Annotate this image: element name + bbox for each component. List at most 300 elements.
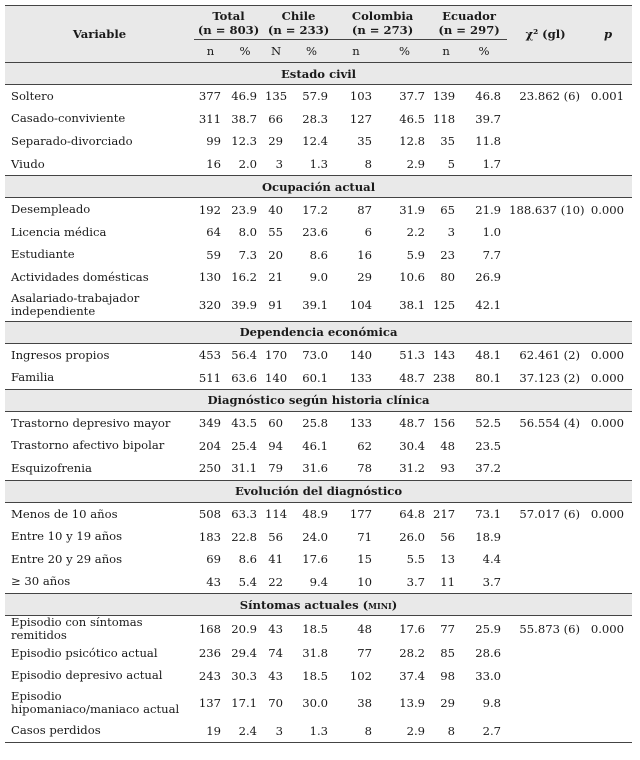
count-cell: 40 xyxy=(268,202,284,217)
table-row xyxy=(5,85,632,108)
count-cell: 320 xyxy=(198,297,221,312)
row-label: Trastorno depresivo mayor xyxy=(11,415,171,430)
count-cell: 78 xyxy=(357,461,373,476)
count-cell: 43 xyxy=(206,574,221,589)
percent-cell: 28.6 xyxy=(475,646,502,661)
percent-cell: 63.3 xyxy=(231,507,258,522)
percent-cell: 28.3 xyxy=(302,111,329,126)
row-label: Ingresos propios xyxy=(11,347,110,362)
count-cell: 204 xyxy=(198,438,221,453)
percent-cell: 60.1 xyxy=(302,370,329,385)
percent-cell: 8.0 xyxy=(238,225,258,240)
percent-cell: 25.4 xyxy=(231,438,258,453)
percent-cell: 42.1 xyxy=(475,297,502,312)
percent-cell: 26.0 xyxy=(399,529,426,544)
count-cell: 94 xyxy=(268,438,284,453)
count-cell: 11 xyxy=(440,574,456,589)
p-value-cell: 0.000 xyxy=(590,348,625,363)
percent-cell: 13.9 xyxy=(399,696,426,711)
row-label: Estudiante xyxy=(11,247,75,262)
table-row xyxy=(5,411,632,434)
percent-cell: 30.0 xyxy=(302,696,329,711)
subheader-percent: % xyxy=(289,40,334,63)
table-row xyxy=(5,130,632,153)
percent-cell: 17.1 xyxy=(231,696,258,711)
section-title-text: Síntomas actuales xyxy=(239,597,359,612)
chi-square-cell xyxy=(507,221,584,244)
count-cell: 29 xyxy=(440,696,456,711)
section-title xyxy=(5,480,632,502)
p-value-cell: 0.001 xyxy=(590,89,625,104)
percent-cell: 30.3 xyxy=(231,668,258,683)
percent-cell: 5.9 xyxy=(406,247,426,262)
percent-cell: 12.3 xyxy=(231,134,258,149)
percent-cell: 17.6 xyxy=(399,622,426,637)
count-cell: 80 xyxy=(440,270,456,285)
percent-cell: 25.8 xyxy=(302,416,329,431)
count-cell: 125 xyxy=(433,297,456,312)
percent-cell: 18.5 xyxy=(302,622,329,637)
table-row xyxy=(5,571,632,594)
chi-square-cell xyxy=(507,525,584,548)
subheader-n: n xyxy=(431,40,461,63)
p-value-cell xyxy=(584,525,632,548)
count-cell: 511 xyxy=(198,370,221,385)
percent-cell: 31.8 xyxy=(302,646,329,661)
table-body xyxy=(5,63,632,743)
count-cell: 85 xyxy=(440,646,456,661)
count-cell: 135 xyxy=(265,89,288,104)
percent-cell: 2.2 xyxy=(406,225,426,240)
count-cell: 8 xyxy=(364,157,373,172)
table-row xyxy=(5,221,632,244)
count-cell: 13 xyxy=(440,552,456,567)
header-group-ecuador xyxy=(431,6,507,40)
section-header-row xyxy=(5,480,632,502)
percent-cell: 7.3 xyxy=(238,247,258,262)
count-cell: 87 xyxy=(357,202,373,217)
chi-square-cell: 37.123 (2) xyxy=(519,370,581,385)
p-value-cell xyxy=(584,687,632,719)
count-cell: 48 xyxy=(357,622,373,637)
percent-cell: 10.6 xyxy=(399,270,426,285)
count-cell: 8 xyxy=(431,719,461,742)
group-n: (n = 233) xyxy=(267,22,330,37)
subheader-percent: % xyxy=(378,40,431,63)
subheader-n: N xyxy=(263,40,289,63)
count-cell: 250 xyxy=(198,461,221,476)
percent-cell: 12.4 xyxy=(302,134,329,149)
percent-cell: 23.6 xyxy=(302,225,329,240)
count-cell: 508 xyxy=(198,507,221,522)
row-label: Episodio psicótico actual xyxy=(11,645,158,660)
count-cell: 130 xyxy=(198,270,221,285)
percent-cell: 64.8 xyxy=(399,507,426,522)
section-header-row xyxy=(5,63,632,85)
percent-cell: 39.7 xyxy=(475,111,502,126)
p-value-cell xyxy=(584,221,632,244)
count-cell: 114 xyxy=(265,507,288,522)
header-group-colombia xyxy=(334,6,431,40)
percent-cell: 3.7 xyxy=(406,574,426,589)
percent-cell: 5.5 xyxy=(406,552,426,567)
percent-cell: 37.2 xyxy=(475,461,502,476)
percent-cell: 2.7 xyxy=(461,719,507,742)
percent-cell: 9.0 xyxy=(309,270,329,285)
subheader-percent: % xyxy=(461,40,507,63)
percent-cell: 80.1 xyxy=(475,370,502,385)
section-header-row xyxy=(5,389,632,411)
percent-cell: 37.4 xyxy=(399,668,426,683)
percent-cell: 9.4 xyxy=(309,574,329,589)
p-value-cell: 0.000 xyxy=(590,416,625,431)
p-value-cell xyxy=(584,244,632,267)
percent-cell: 1.3 xyxy=(309,157,329,172)
percent-cell: 2.0 xyxy=(238,157,258,172)
count-cell: 349 xyxy=(198,416,221,431)
count-cell: 35 xyxy=(440,134,456,149)
count-cell: 3 xyxy=(275,157,284,172)
count-cell: 133 xyxy=(349,370,373,385)
p-value-cell xyxy=(584,548,632,571)
row-label: Asalariado-trabajador independiente xyxy=(11,290,140,318)
percent-cell: 46.5 xyxy=(399,111,426,126)
chi-square-cell xyxy=(507,244,584,267)
row-label: Casado-conviviente xyxy=(11,111,126,126)
p-value-cell xyxy=(584,571,632,594)
row-label: Entre 20 y 29 años xyxy=(11,551,123,566)
p-value-cell xyxy=(584,130,632,153)
section-header-row xyxy=(5,321,632,343)
count-cell: 20 xyxy=(268,247,284,262)
percent-cell: 43.5 xyxy=(231,416,258,431)
percent-cell: 8.6 xyxy=(309,247,329,262)
chi-square-cell xyxy=(507,153,584,176)
section-title xyxy=(5,63,632,85)
count-cell: 140 xyxy=(265,370,288,385)
percent-cell: 29.4 xyxy=(231,646,258,661)
count-cell: 192 xyxy=(198,202,221,217)
table-row xyxy=(5,525,632,548)
percent-cell: 46.1 xyxy=(302,438,329,453)
row-label: Familia xyxy=(11,370,55,385)
section-title xyxy=(5,389,632,411)
group-n: (n = 297) xyxy=(438,22,500,37)
section-title-suffix: (mini) xyxy=(362,597,398,612)
chi-square-cell xyxy=(507,665,584,688)
chi-square-cell xyxy=(507,289,584,322)
percent-cell: 38.7 xyxy=(231,111,258,126)
percent-cell: 48.7 xyxy=(399,416,426,431)
count-cell: 56 xyxy=(440,529,456,544)
table-row xyxy=(5,153,632,176)
count-cell: 93 xyxy=(440,461,456,476)
chi-square-cell: 56.554 (4) xyxy=(519,416,581,431)
chi-square-cell xyxy=(507,719,584,742)
count-cell: 103 xyxy=(349,89,373,104)
table-row xyxy=(5,642,632,665)
percent-cell: 48.7 xyxy=(399,370,426,385)
count-cell: 15 xyxy=(357,552,373,567)
count-cell: 91 xyxy=(268,297,284,312)
percent-cell: 48.9 xyxy=(302,507,329,522)
count-cell: 77 xyxy=(357,646,373,661)
chi-square-cell xyxy=(507,457,584,480)
percent-cell: 2.9 xyxy=(378,719,431,742)
chi-square-cell: 55.873 (6) xyxy=(519,622,581,637)
count-cell: 102 xyxy=(349,668,373,683)
p-value-cell xyxy=(584,719,632,742)
table-row xyxy=(5,366,632,389)
count-cell: 71 xyxy=(357,529,373,544)
percent-cell: 28.2 xyxy=(399,646,426,661)
percent-cell: 33.0 xyxy=(475,668,502,683)
row-label: Episodio con síntomas remitidos xyxy=(11,615,143,643)
subheader-n: n xyxy=(334,40,378,63)
p-value-cell xyxy=(584,153,632,176)
percent-cell: 73.1 xyxy=(475,507,502,522)
percent-cell: 26.9 xyxy=(475,270,502,285)
count-cell: 143 xyxy=(433,348,456,363)
table-row xyxy=(5,502,632,525)
section-title xyxy=(5,176,632,198)
p-value-cell: 0.000 xyxy=(590,202,625,217)
table-row xyxy=(5,244,632,267)
count-cell: 70 xyxy=(268,696,284,711)
group-name: Colombia xyxy=(351,8,414,23)
count-cell: 29 xyxy=(357,270,373,285)
table-row xyxy=(5,616,632,643)
percent-cell: 22.8 xyxy=(231,529,258,544)
chi-square-cell xyxy=(507,548,584,571)
count-cell: 48 xyxy=(440,438,456,453)
section-title xyxy=(5,594,632,616)
count-cell: 98 xyxy=(440,668,456,683)
count-cell: 66 xyxy=(268,111,284,126)
header-group-total xyxy=(194,6,263,40)
count-cell: 170 xyxy=(265,348,288,363)
p-value-cell xyxy=(584,642,632,665)
group-name: Total xyxy=(212,8,245,23)
subheader-n: n xyxy=(194,40,227,63)
count-cell: 127 xyxy=(349,111,373,126)
table-row xyxy=(5,435,632,458)
count-cell: 236 xyxy=(198,646,221,661)
section-header-row xyxy=(5,176,632,198)
header-variable: Variable xyxy=(5,6,194,63)
count-cell: 65 xyxy=(440,202,456,217)
percent-cell: 48.1 xyxy=(475,348,502,363)
count-cell: 56 xyxy=(268,529,284,544)
count-cell: 177 xyxy=(349,507,373,522)
percent-cell: 25.9 xyxy=(475,622,502,637)
count-cell: 311 xyxy=(198,111,221,126)
group-name: Ecuador xyxy=(442,8,496,23)
count-cell: 59 xyxy=(206,247,221,262)
section-title-text: Evolución del diagnóstico xyxy=(234,484,403,499)
percent-cell: 4.4 xyxy=(482,552,502,567)
p-value-cell xyxy=(584,108,632,131)
percent-cell: 46.9 xyxy=(231,89,258,104)
chi-square-cell: 57.017 (6) xyxy=(519,507,581,522)
percent-cell: 17.2 xyxy=(302,202,329,217)
count-cell: 3 xyxy=(263,719,289,742)
table-row xyxy=(5,108,632,131)
count-cell: 41 xyxy=(268,552,284,567)
percent-cell: 39.1 xyxy=(302,297,329,312)
count-cell: 168 xyxy=(198,622,221,637)
row-label: Trastorno afectivo bipolar xyxy=(11,438,165,453)
count-cell: 377 xyxy=(198,89,221,104)
count-cell: 140 xyxy=(349,348,373,363)
count-cell: 118 xyxy=(433,111,456,126)
section-title xyxy=(5,321,632,343)
percent-cell: 12.8 xyxy=(399,134,426,149)
percent-cell: 51.3 xyxy=(399,348,426,363)
row-label: Episodio hipomaniaco/maniaco actual xyxy=(11,689,180,717)
group-n: (n = 803) xyxy=(197,22,260,37)
table-row xyxy=(5,719,632,742)
p-value-cell: 0.000 xyxy=(590,507,625,522)
count-cell: 69 xyxy=(206,552,221,567)
group-n: (n = 273) xyxy=(351,22,414,37)
percent-cell: 52.5 xyxy=(475,416,502,431)
table-row xyxy=(5,198,632,221)
p-value-cell xyxy=(584,457,632,480)
percent-cell: 1.7 xyxy=(482,157,502,172)
count-cell: 35 xyxy=(357,134,373,149)
percent-cell: 9.8 xyxy=(482,696,502,711)
subheader-percent: % xyxy=(227,40,263,63)
header-p-value: p xyxy=(584,6,632,63)
percent-cell: 57.9 xyxy=(302,89,329,104)
row-label: Viudo xyxy=(11,156,45,171)
chi-square-cell: 188.637 (10) xyxy=(509,202,585,217)
percent-cell: 23.9 xyxy=(231,202,258,217)
percent-cell: 2.4 xyxy=(227,719,263,742)
row-label: Casos perdidos xyxy=(5,719,194,742)
percent-cell: 5.4 xyxy=(238,574,258,589)
row-label: Entre 10 y 19 años xyxy=(11,529,123,544)
group-name: Chile xyxy=(281,8,316,23)
count-cell: 183 xyxy=(198,529,221,544)
percent-cell: 23.5 xyxy=(475,438,502,453)
percent-cell: 73.0 xyxy=(302,348,329,363)
count-cell: 64 xyxy=(206,225,221,240)
header-group-chile xyxy=(263,6,334,40)
percent-cell: 17.6 xyxy=(302,552,329,567)
row-label: Episodio depresivo actual xyxy=(11,668,163,683)
percent-cell: 31.2 xyxy=(399,461,426,476)
count-cell: 6 xyxy=(364,225,373,240)
count-cell: 156 xyxy=(433,416,456,431)
row-label: Menos de 10 años xyxy=(11,506,118,521)
section-title-text: Ocupación actual xyxy=(261,179,376,194)
count-cell: 217 xyxy=(433,507,456,522)
row-label: Soltero xyxy=(11,88,54,103)
percent-cell: 31.1 xyxy=(231,461,258,476)
percent-cell: 30.4 xyxy=(399,438,426,453)
count-cell: 55 xyxy=(268,225,284,240)
percent-cell: 7.7 xyxy=(482,247,502,262)
row-label: Actividades domésticas xyxy=(11,269,149,284)
percent-cell: 18.9 xyxy=(475,529,502,544)
count-cell: 8 xyxy=(334,719,378,742)
chi-square-cell: 23.862 (6) xyxy=(519,89,581,104)
count-cell: 21 xyxy=(268,270,284,285)
count-cell: 38 xyxy=(357,696,373,711)
chi-square-cell xyxy=(507,108,584,131)
chi-square-cell xyxy=(507,571,584,594)
count-cell: 137 xyxy=(198,696,221,711)
percent-cell: 8.6 xyxy=(238,552,258,567)
count-cell: 23 xyxy=(440,247,456,262)
percent-cell: 24.0 xyxy=(302,529,329,544)
table-row xyxy=(5,289,632,322)
percent-cell: 37.7 xyxy=(399,89,426,104)
percent-cell: 1.3 xyxy=(289,719,334,742)
percent-cell: 16.2 xyxy=(231,270,258,285)
count-cell: 238 xyxy=(433,370,456,385)
percent-cell: 39.9 xyxy=(231,297,258,312)
row-label: ≥ 30 años xyxy=(11,574,71,589)
percent-cell: 1.0 xyxy=(482,225,502,240)
row-label: Licencia médica xyxy=(11,224,107,239)
percent-cell: 31.6 xyxy=(302,461,329,476)
percent-cell: 3.7 xyxy=(482,574,502,589)
percent-cell: 20.9 xyxy=(231,622,258,637)
percent-cell: 11.8 xyxy=(475,134,502,149)
section-title-text: Estado civil xyxy=(280,66,357,81)
p-value-cell xyxy=(584,665,632,688)
chi-square-cell: 62.461 (2) xyxy=(519,348,581,363)
count-cell: 79 xyxy=(268,461,284,476)
section-title-text: Diagnóstico según historia clínica xyxy=(207,393,430,408)
percent-cell: 63.6 xyxy=(231,370,258,385)
count-cell: 74 xyxy=(268,646,284,661)
count-cell: 99 xyxy=(206,134,221,149)
table-row xyxy=(5,687,632,719)
count-cell: 22 xyxy=(268,574,284,589)
chi-square-cell xyxy=(507,266,584,289)
data-table xyxy=(5,5,632,743)
chi-square-cell xyxy=(507,642,584,665)
count-cell: 29 xyxy=(268,134,284,149)
count-cell: 139 xyxy=(433,89,456,104)
section-title-text: Dependencia económica xyxy=(239,325,398,340)
table-header xyxy=(5,6,632,63)
count-cell: 19 xyxy=(194,719,227,742)
percent-cell: 56.4 xyxy=(231,348,258,363)
count-cell: 43 xyxy=(268,622,284,637)
table-row xyxy=(5,343,632,366)
count-cell: 77 xyxy=(440,622,456,637)
count-cell: 3 xyxy=(447,225,456,240)
percent-cell: 21.9 xyxy=(475,202,502,217)
count-cell: 453 xyxy=(198,348,221,363)
percent-cell: 2.9 xyxy=(406,157,426,172)
table-row xyxy=(5,266,632,289)
percent-cell: 38.1 xyxy=(399,297,426,312)
percent-cell: 46.8 xyxy=(475,89,502,104)
table-row xyxy=(5,665,632,688)
percent-cell: 31.9 xyxy=(399,202,426,217)
count-cell: 16 xyxy=(206,157,221,172)
row-label: Desempleado xyxy=(11,202,91,217)
header-chi-square: χ² (gl) xyxy=(507,6,584,63)
data-table-container xyxy=(5,5,632,743)
row-label: Separado-divorciado xyxy=(11,133,133,148)
